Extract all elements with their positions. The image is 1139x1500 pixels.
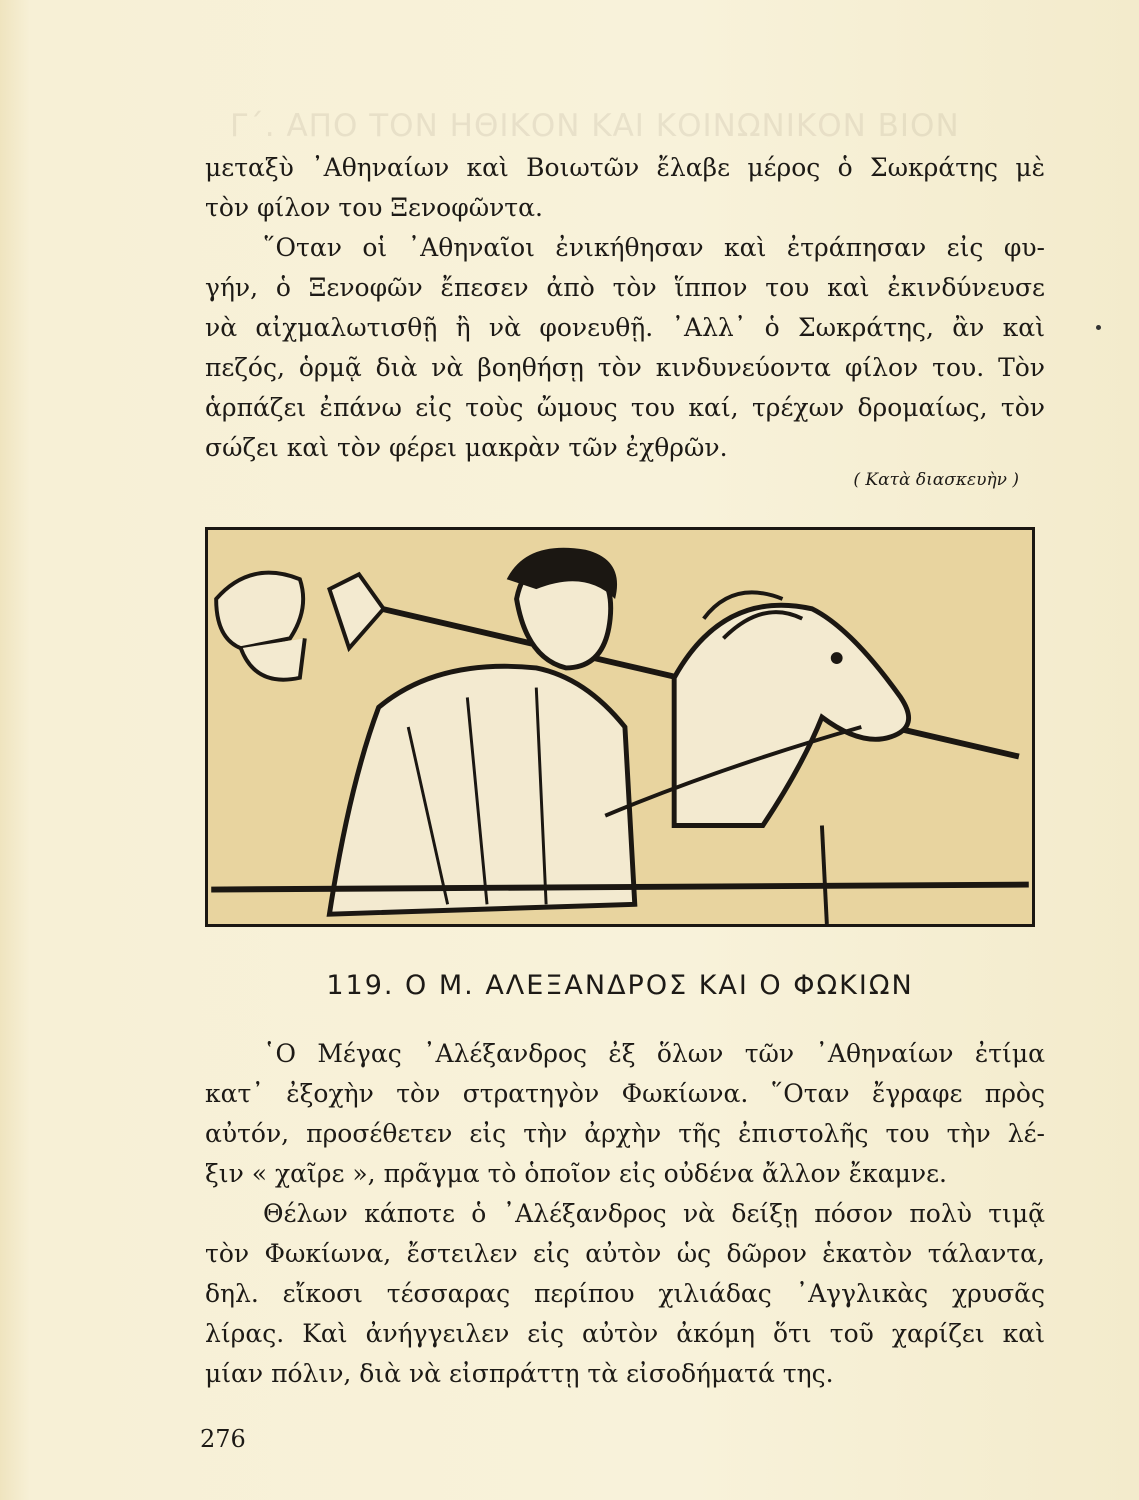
- text-line: κατ᾿ ἐξοχὴν τὸν στρατηγὸν Φωκίωνα. ῞Οταν ἔγραφε πρὸς: [205, 1079, 1045, 1108]
- bleed-through-header: Γ΄. ΑΠΟ ΤΟΝ ΗΘΙΚΟΝ ΚΑΙ ΚΟΙΝΩΝΙΚΟΝ ΒΙΟΝ: [230, 108, 960, 144]
- text-line: ῞Οταν οἱ ᾿Αθηναῖοι ἐνικήθησαν καὶ ἐτράπησαν εἰς φυ-: [263, 233, 1045, 262]
- text-line: μεταξὺ ᾿Αθηναίων καὶ Βοιωτῶν ἔλαβε μέρος ὁ Σωκράτης μὲ: [205, 153, 1045, 182]
- text-line: νὰ αἰχμαλωτισθῇ ἢ νὰ φονευθῇ. ᾿Αλλ᾿ ὁ Σωκράτης, ἂν καὶ: [205, 313, 1045, 342]
- text-line: γήν, ὁ Ξενοφῶν ἔπεσεν ἀπὸ τὸν ἵππον του καὶ ἐκινδύνευσε: [205, 273, 1045, 302]
- paragraph-alexander: [205, 1034, 1045, 1394]
- text-line: ἁρπάζει ἐπάνω εἰς τοὺς ὤμους του καί, τρέχων δρομαίως, τὸν: [205, 393, 1045, 422]
- text-line: μίαν πόλιν, διὰ νὰ εἰσπράττῃ τὰ εἰσοδήματά της.: [205, 1359, 834, 1388]
- text-line: αὐτόν, προσέθετεν εἰς τὴν ἀρχὴν τῆς ἐπιστολῆς του τὴν λέ-: [205, 1119, 1045, 1148]
- text-line: τὸν Φωκίωνα, ἔστειλεν εἰς αὐτὸν ὡς δῶρον ἑκατὸν τάλαντα,: [205, 1239, 1045, 1268]
- margin-mark: [1096, 325, 1101, 330]
- text-line: λίρας. Καὶ ἀνήγγειλεν εἰς αὐτὸν ἀκόμη ὅτι τοῦ χαρίζει καὶ: [205, 1319, 1045, 1348]
- text-line: πεζός, ὁρμᾷ διὰ νὰ βοηθήσῃ τὸν κινδυνεύοντα φίλον του. Τὸν: [205, 353, 1045, 382]
- source-caption: ( Κατὰ διασκευὴν ): [853, 470, 1019, 490]
- text-line: σώζει καὶ τὸν φέρει μακρὰν τῶν ἐχθρῶν.: [205, 433, 728, 462]
- text-line: τὸν φίλον του Ξενοφῶντα.: [205, 193, 543, 222]
- text-line: ῾Ο Μέγας ᾿Αλέξανδρος ἐξ ὅλων τῶν ᾿Αθηναίων ἐτίμα: [263, 1039, 1045, 1068]
- woodcut-illustration: [205, 527, 1035, 927]
- section-heading: 119. Ο Μ. ΑΛΕΞΑΝΔΡΟΣ ΚΑΙ Ο ΦΩΚΙΩΝ: [326, 970, 914, 1001]
- paragraph-socrates: [205, 148, 1045, 468]
- text-line: ξιν « χαῖρε », πρᾶγμα τὸ ὁποῖον εἰς οὐδένα ἄλλον ἔκαμνε.: [205, 1159, 947, 1188]
- text-line: δηλ. εἴκοσι τέσσαρας περίπου χιλιάδας ᾿Αγγλικὰς χρυσᾶς: [205, 1279, 1045, 1308]
- text-line: Θέλων κάποτε ὁ ᾿Αλέξανδρος νὰ δείξῃ πόσον πολὺ τιμᾷ: [263, 1199, 1045, 1228]
- page-number: 276: [200, 1425, 246, 1453]
